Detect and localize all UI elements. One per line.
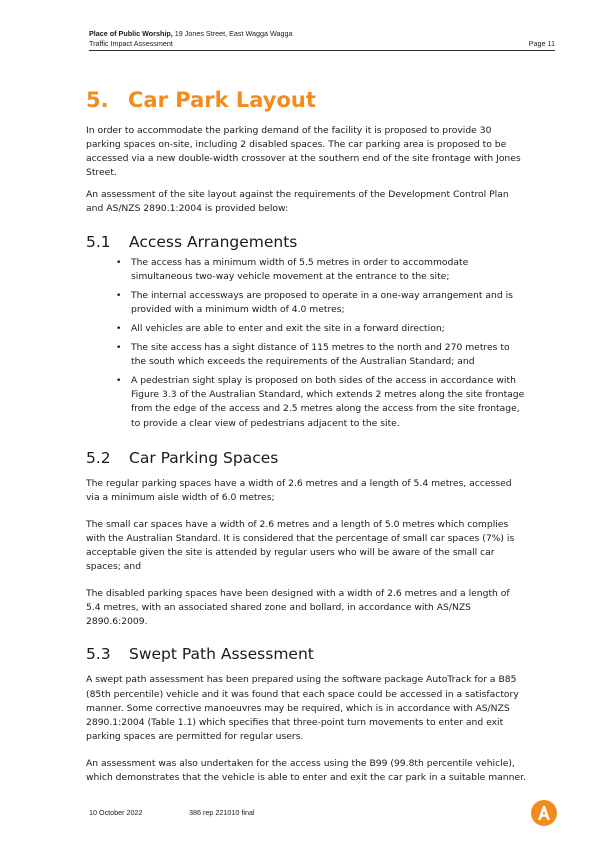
section-title: Access Arrangements bbox=[129, 232, 298, 251]
bullet-icon: • bbox=[116, 342, 122, 354]
header-project bbox=[89, 29, 555, 39]
list-item bbox=[86, 374, 526, 430]
section-paragraph: The small car spaces have a width of 2.6 metres and a length of 5.0 metres which complies with the Australian Standard. It is considered that the percentage of small car spaces (7%) is acceptable given the site is attended by regular users who will be aware of the small car spaces; and bbox=[86, 518, 515, 573]
list-item-text: All vehicles are able to enter and exit the site in a forward direction; bbox=[131, 322, 445, 334]
bullet-icon: • bbox=[116, 289, 122, 301]
list-item-text: A pedestrian sight splay is proposed on both sides of the access in accordance with Figure 3.3 of the Australian Standard, which extends 2 metres along the site frontage from the edge of the access and 2.5 metres along the access from the site frontage, to provide a clear view of pedestrians adjacent to the site. bbox=[131, 375, 525, 429]
list-item-text: The access has a minimum width of 5.5 metres in order to accommodate simultaneous two-way vehicle movement at the entrance to the site; bbox=[131, 256, 469, 282]
footer-reference: 386 rep 221010 final bbox=[189, 808, 255, 817]
list-item-text: The internal accessways are proposed to operate in a one-way arrangement and is provided with a minimum width of 4.0 metres; bbox=[131, 289, 513, 315]
chapter-number: 5. bbox=[86, 88, 109, 112]
list-item bbox=[86, 289, 526, 317]
page-header bbox=[89, 29, 555, 49]
footer-date: 10 October 2022 bbox=[89, 808, 143, 817]
access-bullet-list bbox=[86, 256, 526, 431]
list-item bbox=[86, 341, 526, 369]
header-page-number: Page 11 bbox=[528, 39, 555, 48]
section-title: Car Parking Spaces bbox=[129, 448, 279, 467]
header-divider bbox=[89, 50, 555, 51]
company-logo-icon bbox=[530, 799, 558, 827]
bullet-icon: • bbox=[116, 375, 122, 387]
header-doc-type: Traffic Impact Assessment bbox=[89, 39, 173, 48]
header-project-rest: 19 Jones Street, East Wagga Wagga bbox=[172, 29, 293, 38]
section-heading-5-1 bbox=[86, 232, 526, 252]
list-item-text: The site access has a sight distance of 115 metres to the north and 270 metres to the south which exceeds the requirements of the Australian Standard; and bbox=[131, 342, 510, 368]
list-item bbox=[86, 256, 526, 284]
section-heading-5-2 bbox=[86, 448, 526, 468]
page-footer bbox=[89, 808, 255, 817]
bullet-icon: • bbox=[116, 322, 122, 334]
section-number: 5.3 bbox=[86, 645, 111, 664]
section-heading-5-3 bbox=[86, 644, 526, 664]
chapter-paragraph: An assessment of the site layout against the requirements of the Development Control Plan and AS/NZS 2890.1:2004 is provided below: bbox=[86, 189, 509, 215]
section-number: 5.2 bbox=[86, 448, 111, 467]
section-paragraph: The regular parking spaces have a width of 2.6 metres and a length of 5.4 metres, accessed via a minimum aisle width of 6.0 metres; bbox=[86, 477, 512, 503]
section-paragraph: An assessment was also undertaken for the access using the B99 (99.8th percentile vehicle), which demonstrates that the vehicle is able to enter and exit the car park in a suitable manner. bbox=[86, 757, 526, 783]
bullet-icon: • bbox=[116, 256, 122, 268]
page-content bbox=[86, 86, 526, 785]
list-item bbox=[86, 322, 526, 336]
section-number: 5.1 bbox=[86, 232, 111, 251]
chapter-title: Car Park Layout bbox=[128, 88, 316, 112]
chapter-heading bbox=[86, 86, 526, 114]
header-project-bold: Place of Public Worship, bbox=[89, 29, 173, 38]
chapter-paragraph: In order to accommodate the parking demand of the facility it is proposed to provide 30 parking spaces on-site, including 2 disabled spaces. The car parking area is proposed to be accessed via a new double-width crossover at the southern end of the site frontage with Jones Street. bbox=[86, 125, 521, 179]
section-title: Swept Path Assessment bbox=[129, 645, 314, 664]
section-paragraph: A swept path assessment has been prepared using the software package AutoTrack for a B85 (85th percentile) vehicle and it was found that each space could be accessed in a satisfactory manner. Some corrective manoeuvres may be required, which is in accordance with AS/NZS 2890.1:2004 (Table 1.1) which specifies that three-point turn movements to enter and exit parking spaces are permitted for regular users. bbox=[86, 674, 519, 742]
section-paragraph: The disabled parking spaces have been designed with a width of 2.6 metres and a length of 5.4 metres, with an associated shared zone and bollard, in accordance with AS/NZS 2890.6:2009. bbox=[86, 588, 510, 628]
